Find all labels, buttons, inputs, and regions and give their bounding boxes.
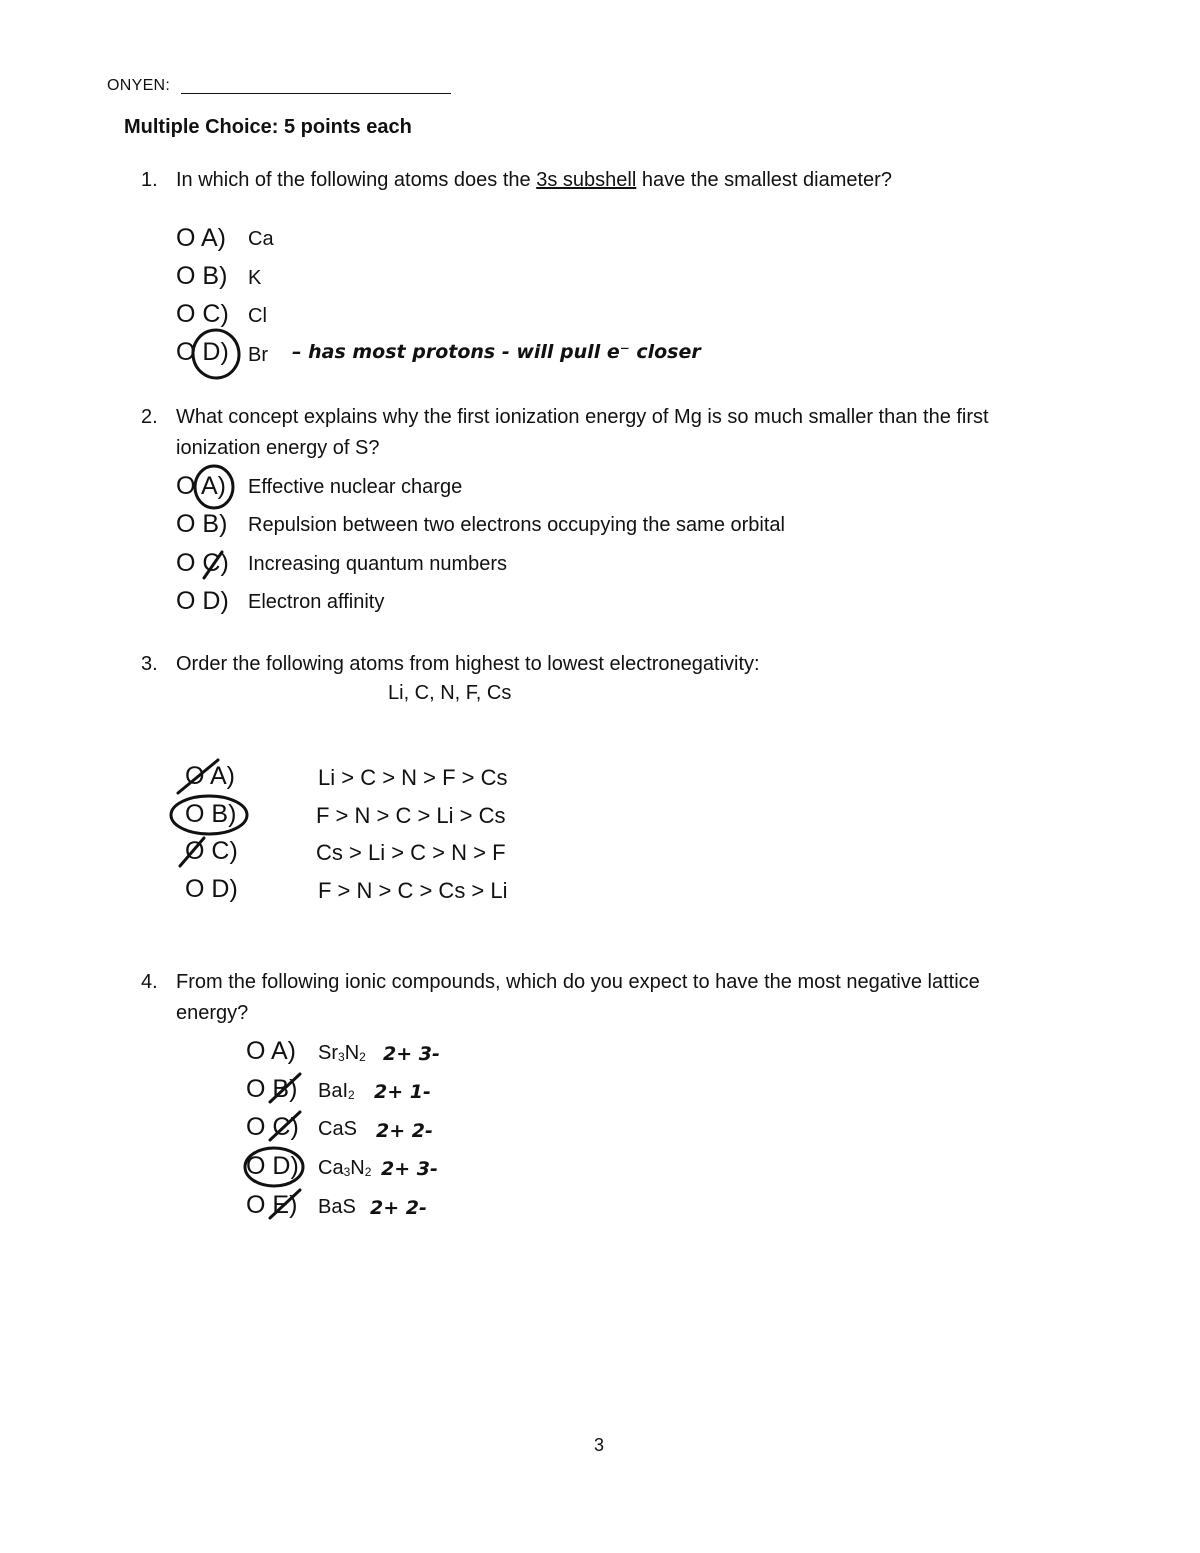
question-2-text-line2: ionization energy of S? [176, 437, 380, 459]
q3-option-b-text: F > N > C > Li > Cs [316, 803, 506, 828]
q1-option-d-text: Br [248, 344, 268, 366]
q2-option-b-text: Repulsion between two electrons occupying the same orbital [248, 514, 785, 536]
q4-option-e-note: 2+ 2- [370, 1197, 427, 1219]
q2-option-a-label[interactable]: O A) [176, 472, 227, 500]
question-1-number: 1. [141, 169, 158, 191]
q2-option-d-text: Electron affinity [248, 591, 385, 613]
q3-option-a-label[interactable]: O A) [185, 762, 236, 790]
q1-option-c-text: Cl [248, 305, 267, 327]
q4-option-d-formula: $Ca_3N_2$ [318, 1157, 372, 1180]
q1-option-c-label[interactable]: O C) [176, 300, 229, 328]
q2-option-d-label[interactable]: O D) [176, 587, 229, 615]
question-2-number: 2. [141, 406, 158, 428]
question-4-number: 4. [141, 971, 158, 993]
q1-option-a-label[interactable]: O A) [176, 224, 227, 252]
q4-option-d-label[interactable]: O D) [246, 1152, 299, 1180]
q1-option-a-text: Ca [248, 228, 274, 250]
q2-option-c-text: Increasing quantum numbers [248, 553, 508, 575]
q1-handwritten-note: – has most protons - will pull e⁻ closer [292, 341, 701, 363]
q4-option-b-formula: BaI$_2$ [318, 1080, 355, 1103]
question-4-text-line1: From the following ionic compounds, which do you expect to have the most negative lattice [176, 971, 980, 993]
q4-option-a-note: 2+ 3- [383, 1043, 440, 1065]
q3-option-d-label[interactable]: O D) [185, 875, 238, 903]
q1-option-b-text: K [248, 267, 262, 289]
q2-option-a-text: Effective nuclear charge [248, 476, 463, 498]
question-3-text: Order the following atoms from highest to lowest electronegativity: [176, 653, 760, 675]
q2-option-c-label[interactable]: O C) [176, 549, 229, 577]
q3-option-d-text: F > N > C > Cs > Li [318, 878, 508, 903]
q4-option-a-formula: $Sr_3N_2$ [318, 1042, 366, 1065]
question-4-text-line2: energy? [176, 1002, 249, 1024]
question-3-atoms: Li, C, N, F, Cs [388, 682, 512, 704]
q4-option-d-note: 2+ 3- [381, 1158, 438, 1180]
q4-option-c-formula: CaS [318, 1118, 357, 1140]
q3-option-a-text: Li > C > N > F > Cs [318, 765, 508, 790]
q3-option-c-text: Cs > Li > C > N > F [316, 840, 506, 865]
question-3-number: 3. [141, 653, 158, 675]
q4-option-b-label[interactable]: O B) [246, 1075, 298, 1103]
q1-option-d-label[interactable]: O D) [176, 338, 229, 366]
section-title: Multiple Choice: 5 points each [124, 116, 412, 138]
onyen-blank-line [181, 93, 451, 94]
q3-option-b-label[interactable]: O B) [185, 800, 237, 828]
question-1-text: In which of the following atoms does the 3s subshell have the smallest diameter? [176, 169, 892, 191]
q4-option-c-label[interactable]: O C) [246, 1113, 299, 1141]
q4-option-e-formula: BaS [318, 1196, 356, 1218]
q4-option-a-label[interactable]: O A) [246, 1037, 297, 1065]
q4-option-c-note: 2+ 2- [376, 1120, 433, 1142]
q4-option-b-note: 2+ 1- [374, 1081, 431, 1103]
q3-option-c-label[interactable]: O C) [185, 837, 238, 865]
page-number: 3 [594, 1435, 605, 1455]
q2-option-b-label[interactable]: O B) [176, 510, 228, 538]
q4-option-e-label[interactable]: O E) [246, 1191, 298, 1219]
q1-option-b-label[interactable]: O B) [176, 262, 228, 290]
onyen-label: ONYEN: [107, 77, 171, 94]
question-2-text-line1: What concept explains why the first ionization energy of Mg is so much smaller than the first [176, 406, 989, 428]
